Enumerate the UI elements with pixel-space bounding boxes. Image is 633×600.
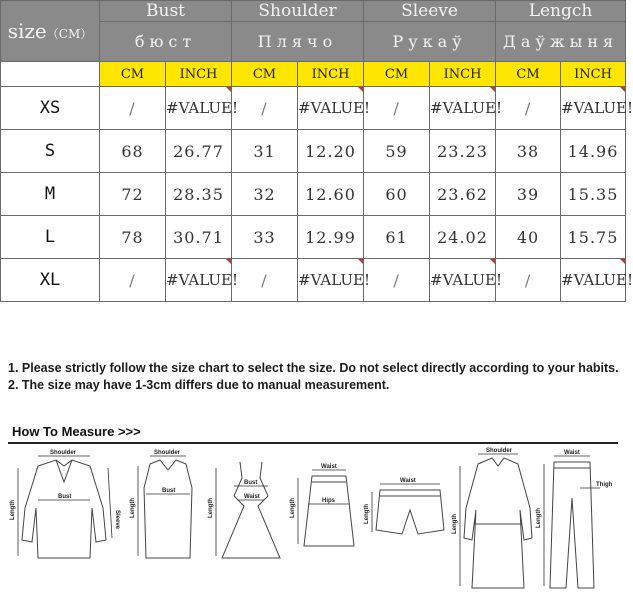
table-cell: 24.02 (430, 216, 496, 259)
table-cell: 60 (364, 173, 430, 216)
unit-label: INCH (298, 62, 364, 87)
table-cell: / (100, 87, 166, 130)
table-cell: 33 (232, 216, 298, 259)
table-cell: 68 (100, 130, 166, 173)
table-cell: 12.60 (298, 173, 364, 216)
hips-label: Hips (322, 498, 336, 504)
length-label: Length (208, 498, 214, 518)
waist-label: Waist (400, 478, 416, 484)
table-cell: / (232, 259, 298, 302)
table-cell: / (364, 87, 430, 130)
skirt-sketch (290, 464, 354, 546)
table-cell: 15.35 (561, 173, 626, 216)
dress-sketch (208, 462, 280, 558)
length-label: Length (130, 498, 136, 518)
table-row (1, 130, 626, 173)
table-cell: 12.99 (298, 216, 364, 259)
garment-sketches-svg (8, 448, 618, 596)
note-line-2: 2. The size may have 1-3cm differs due to manual measurement. (8, 378, 390, 392)
table-cell: #VALUE! (166, 87, 232, 130)
thigh-label: Thigh (596, 482, 613, 488)
size-header-unit: （CM） (46, 27, 93, 41)
measurement-sketches (8, 448, 618, 596)
table-cell: 14.96 (561, 130, 626, 173)
table-cell: 30.71 (166, 216, 232, 259)
table-row (1, 173, 626, 216)
blouse-sketch (10, 450, 120, 558)
waist-label: Waist (244, 494, 260, 500)
how-to-measure-heading: How To Measure >>> (12, 424, 141, 439)
shorts-sketch (364, 478, 444, 534)
unit-label: CM (100, 62, 166, 87)
unit-label: CM (364, 62, 430, 87)
table-cell: / (232, 87, 298, 130)
sleeve-label: Sleeve (114, 510, 120, 530)
column-header-sleeve: Sleeve (364, 1, 496, 22)
waist-label: Waist (564, 450, 580, 456)
trousers-sketch (536, 450, 613, 588)
waist-label: Waist (321, 464, 337, 470)
table-cell: 23.23 (430, 130, 496, 173)
column-header-sleeve-by: Рукаў (364, 22, 496, 62)
table-cell: #VALUE! (561, 87, 626, 130)
table-cell: 12.20 (298, 130, 364, 173)
length-label: Length (290, 498, 296, 518)
table-cell: #VALUE! (298, 87, 364, 130)
table-cell: 38 (496, 130, 561, 173)
size-header-label: size (7, 19, 47, 43)
length-label: Length (364, 504, 370, 524)
table-cell: 28.35 (166, 173, 232, 216)
table-row (1, 259, 626, 302)
length-label: Length (452, 514, 458, 534)
unit-label: INCH (430, 62, 496, 87)
unit-label: INCH (561, 62, 626, 87)
column-header-shoulder: Shoulder (232, 1, 364, 22)
unit-label: INCH (166, 62, 232, 87)
table-cell: 40 (496, 216, 561, 259)
table-cell: #VALUE! (298, 259, 364, 302)
row-size-label: M (1, 173, 100, 216)
unit-row-blank (1, 62, 100, 87)
table-cell: 23.62 (430, 173, 496, 216)
table-cell: 61 (364, 216, 430, 259)
table-cell: 78 (100, 216, 166, 259)
table-cell: 72 (100, 173, 166, 216)
row-size-label: L (1, 216, 100, 259)
bust-label: Bust (244, 480, 258, 486)
column-header-shoulder-by: Плячо (232, 22, 364, 62)
vest-sketch (130, 450, 192, 558)
length-label: Length (10, 500, 16, 520)
unit-label: CM (232, 62, 298, 87)
table-cell: 15.75 (561, 216, 626, 259)
size-notes (8, 360, 620, 394)
column-header-length-by: Даўжыня (496, 22, 626, 62)
bust-label: Bust (162, 488, 176, 494)
table-cell: 32 (232, 173, 298, 216)
shoulder-label: Shoulder (486, 448, 513, 454)
coat-sketch (452, 448, 532, 588)
table-cell: / (496, 259, 561, 302)
column-header-length: Lengch (496, 1, 626, 22)
table-cell: #VALUE! (430, 259, 496, 302)
size-header (1, 1, 100, 62)
note-line-1: 1. Please strictly follow the size chart to select the size. Do not select directly according to your habits. (8, 361, 619, 375)
table-cell: / (100, 259, 166, 302)
unit-label: CM (496, 62, 561, 87)
row-size-label: XS (1, 87, 100, 130)
column-header-bust-by: бюст (100, 22, 232, 62)
table-cell: 39 (496, 173, 561, 216)
shoulder-label: Shoulder (50, 450, 77, 456)
table-cell: #VALUE! (561, 259, 626, 302)
table-cell: #VALUE! (166, 259, 232, 302)
row-size-label: S (1, 130, 100, 173)
table-cell: 59 (364, 130, 430, 173)
table-cell: / (496, 87, 561, 130)
length-label: Length (536, 508, 542, 528)
column-header-bust: Bust (100, 1, 232, 22)
table-cell: #VALUE! (430, 87, 496, 130)
table-cell: 31 (232, 130, 298, 173)
section-divider (8, 442, 618, 444)
bust-label: Bust (58, 494, 72, 500)
table-row (1, 87, 626, 130)
table-cell: / (364, 259, 430, 302)
table-row (1, 216, 626, 259)
shoulder-label: Shoulder (154, 450, 181, 456)
row-size-label: XL (1, 259, 100, 302)
table-cell: 26.77 (166, 130, 232, 173)
